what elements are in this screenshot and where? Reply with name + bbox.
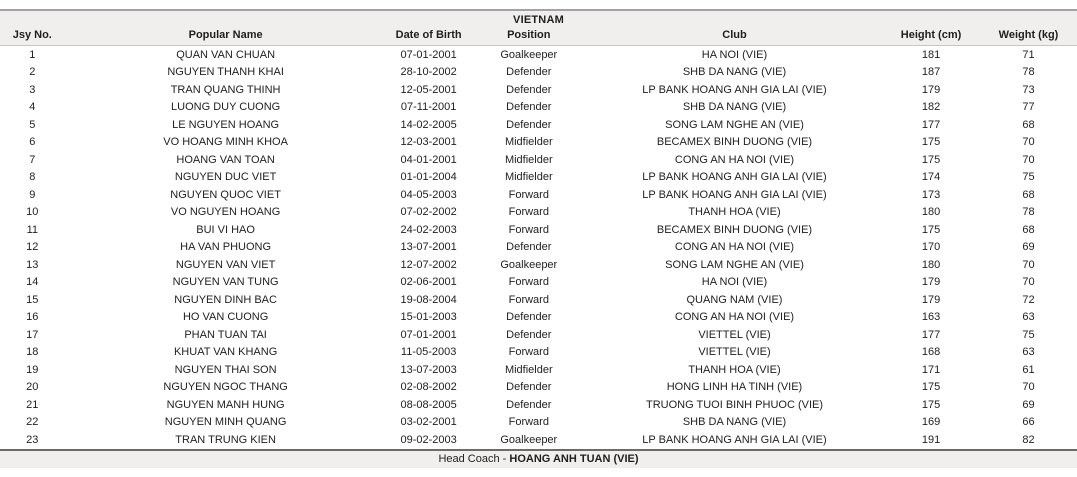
cell-height-cm: 175	[921, 381, 941, 394]
table-row	[0, 169, 1077, 187]
cell-jsy-no: 23	[26, 433, 39, 446]
cell-popular-name: HO VAN CUONG	[182, 311, 269, 324]
cell-club: CONG AN HA NOI (VIE)	[674, 153, 795, 166]
cell-position: Forward	[508, 206, 549, 219]
table-title-row	[0, 10, 1077, 27]
cell-jsy-no: 8	[29, 171, 36, 184]
cell-height-cm: 191	[921, 433, 941, 446]
team-title: VIETNAM	[0, 10, 1077, 27]
cell-popular-name: QUAN VAN CHUAN	[176, 48, 276, 61]
cell-club: LP BANK HOANG ANH GIA LAI (VIE)	[642, 83, 827, 96]
cell-position: Defender	[506, 118, 552, 131]
table-body	[0, 46, 1077, 450]
cell-height-cm: 180	[921, 206, 941, 219]
cell-position: Midfielder	[504, 136, 553, 149]
table-row	[0, 274, 1077, 292]
cell-weight-kg: 70	[1022, 381, 1035, 394]
cell-weight-kg: 70	[1022, 153, 1035, 166]
cell-height-cm: 171	[921, 363, 941, 376]
cell-popular-name: PHAN TUAN TAI	[184, 328, 267, 341]
table-row	[0, 151, 1077, 169]
cell-date-of-birth: 01-01-2004	[400, 171, 457, 184]
cell-date-of-birth: 11-05-2003	[400, 346, 457, 359]
cell-height-cm: 179	[921, 83, 941, 96]
table-row	[0, 204, 1077, 222]
cell-jsy-no: 3	[29, 83, 36, 96]
cell-popular-name: HOANG VAN TOAN	[176, 153, 275, 166]
cell-height-cm: 177	[921, 328, 941, 341]
cell-club: CONG AN HA NOI (VIE)	[674, 241, 795, 254]
cell-jsy-no: 12	[26, 241, 39, 254]
cell-club: SHB DA NANG (VIE)	[682, 416, 787, 429]
cell-position: Defender	[506, 328, 552, 341]
cell-jsy-no: 22	[26, 416, 39, 429]
column-header-club: Club	[587, 27, 882, 46]
cell-popular-name: NGUYEN THANH KHAI	[167, 66, 284, 79]
cell-height-cm: 170	[921, 241, 941, 254]
table-row	[0, 379, 1077, 397]
cell-popular-name: HA VAN PHUONG	[180, 241, 272, 254]
cell-popular-name: LUONG DUY CUONG	[171, 101, 281, 114]
cell-jsy-no: 16	[26, 311, 39, 324]
cell-jsy-no: 1	[29, 48, 36, 61]
cell-date-of-birth: 07-01-2001	[400, 328, 457, 341]
cell-height-cm: 180	[921, 258, 941, 271]
cell-height-cm: 187	[921, 66, 941, 79]
table-row	[0, 239, 1077, 257]
cell-club: THANH HOA (VIE)	[688, 363, 781, 376]
cell-position: Forward	[508, 293, 549, 306]
column-header-position: Position	[471, 27, 587, 46]
cell-date-of-birth: 13-07-2001	[400, 241, 457, 254]
cell-popular-name: NGUYEN VAN VIET	[175, 258, 276, 271]
cell-club: HA NOI (VIE)	[701, 276, 768, 289]
cell-jsy-no: 13	[26, 258, 39, 271]
head-coach-name: HOANG ANH TUAN (VIE)	[509, 453, 639, 465]
cell-jsy-no: 18	[26, 346, 39, 359]
cell-jsy-no: 14	[26, 276, 39, 289]
cell-club: SONG LAM NGHE AN (VIE)	[665, 258, 804, 271]
cell-date-of-birth: 09-02-2003	[400, 433, 457, 446]
cell-date-of-birth: 07-01-2001	[400, 48, 457, 61]
table-row	[0, 431, 1077, 450]
cell-club: BECAMEX BINH DUONG (VIE)	[656, 223, 813, 236]
cell-weight-kg: 68	[1022, 188, 1035, 201]
cell-weight-kg: 69	[1022, 398, 1035, 411]
cell-popular-name: LE NGUYEN HOANG	[172, 118, 280, 131]
cell-club: THANH HOA (VIE)	[688, 206, 781, 219]
cell-height-cm: 163	[921, 311, 941, 324]
cell-club: QUANG NAM (VIE)	[686, 293, 783, 306]
cell-weight-kg: 63	[1022, 311, 1035, 324]
cell-position: Forward	[508, 223, 549, 236]
cell-position: Forward	[508, 276, 549, 289]
table-row	[0, 116, 1077, 134]
cell-jsy-no: 7	[29, 153, 36, 166]
cell-position: Defender	[506, 311, 552, 324]
cell-popular-name: BUI VI HAO	[196, 223, 255, 236]
cell-position: Defender	[506, 66, 552, 79]
column-header-popular-name: Popular Name	[65, 27, 387, 46]
cell-height-cm: 177	[921, 118, 941, 131]
cell-height-cm: 179	[921, 276, 941, 289]
cell-weight-kg: 75	[1022, 171, 1035, 184]
table-row	[0, 81, 1077, 99]
cell-height-cm: 175	[921, 136, 941, 149]
cell-weight-kg: 70	[1022, 258, 1035, 271]
table-row	[0, 414, 1077, 432]
cell-position: Goalkeeper	[500, 258, 558, 271]
cell-weight-kg: 70	[1022, 276, 1035, 289]
cell-date-of-birth: 12-07-2002	[400, 258, 457, 271]
cell-popular-name: NGUYEN MANH HUNG	[166, 398, 285, 411]
table-row	[0, 256, 1077, 274]
cell-club: HONG LINH HA TINH (VIE)	[666, 381, 803, 394]
cell-position: Midfielder	[504, 171, 553, 184]
head-coach-label: Head Coach -	[438, 453, 510, 465]
cell-popular-name: NGUYEN DINH BAC	[174, 293, 277, 306]
cell-date-of-birth: 02-08-2002	[400, 381, 457, 394]
table-row	[0, 326, 1077, 344]
cell-jsy-no: 15	[26, 293, 39, 306]
cell-date-of-birth: 15-01-2003	[400, 311, 457, 324]
cell-date-of-birth: 07-11-2001	[400, 101, 457, 114]
cell-date-of-birth: 12-05-2001	[400, 83, 457, 96]
cell-club: VIETTEL (VIE)	[698, 328, 771, 341]
table-header-row	[0, 27, 1077, 46]
table-row	[0, 134, 1077, 152]
cell-position: Goalkeeper	[500, 433, 558, 446]
cell-weight-kg: 78	[1022, 66, 1035, 79]
cell-position: Defender	[506, 241, 552, 254]
column-header-height-cm: Height (cm)	[882, 27, 980, 46]
cell-club: LP BANK HOANG ANH GIA LAI (VIE)	[642, 188, 827, 201]
cell-weight-kg: 68	[1022, 118, 1035, 131]
cell-popular-name: KHUAT VAN KHANG	[173, 346, 278, 359]
cell-weight-kg: 71	[1022, 48, 1035, 61]
cell-weight-kg: 63	[1022, 346, 1035, 359]
table-row	[0, 396, 1077, 414]
team-roster-table	[0, 9, 1077, 468]
cell-weight-kg: 72	[1022, 293, 1035, 306]
cell-weight-kg: 73	[1022, 83, 1035, 96]
column-header-weight-kg: Weight (kg)	[980, 27, 1077, 46]
cell-position: Forward	[508, 346, 549, 359]
cell-weight-kg: 70	[1022, 136, 1035, 149]
cell-height-cm: 175	[921, 223, 941, 236]
cell-club: LP BANK HOANG ANH GIA LAI (VIE)	[642, 171, 827, 184]
cell-popular-name: VO HOANG MINH KHOA	[163, 136, 288, 149]
cell-weight-kg: 66	[1022, 416, 1035, 429]
cell-date-of-birth: 04-05-2003	[400, 188, 457, 201]
cell-date-of-birth: 04-01-2001	[400, 153, 457, 166]
cell-height-cm: 169	[921, 416, 941, 429]
cell-position: Midfielder	[504, 153, 553, 166]
cell-weight-kg: 61	[1022, 363, 1035, 376]
cell-weight-kg: 77	[1022, 101, 1035, 114]
cell-height-cm: 175	[921, 153, 941, 166]
cell-position: Defender	[506, 381, 552, 394]
cell-jsy-no: 4	[29, 101, 36, 114]
cell-club: SHB DA NANG (VIE)	[682, 101, 787, 114]
cell-popular-name: VO NGUYEN HOANG	[170, 206, 281, 219]
cell-jsy-no: 2	[29, 66, 36, 79]
cell-date-of-birth: 03-02-2001	[400, 416, 457, 429]
cell-jsy-no: 17	[26, 328, 39, 341]
cell-weight-kg: 82	[1022, 433, 1035, 446]
cell-popular-name: NGUYEN NGOC THANG	[163, 381, 288, 394]
cell-weight-kg: 75	[1022, 328, 1035, 341]
cell-weight-kg: 69	[1022, 241, 1035, 254]
cell-popular-name: TRAN QUANG THINH	[170, 83, 281, 96]
cell-club: TRUONG TUOI BINH PHUOC (VIE)	[645, 398, 823, 411]
cell-weight-kg: 68	[1022, 223, 1035, 236]
cell-height-cm: 173	[921, 188, 941, 201]
cell-popular-name: NGUYEN DUC VIET	[174, 171, 277, 184]
cell-date-of-birth: 02-06-2001	[400, 276, 457, 289]
cell-club: CONG AN HA NOI (VIE)	[674, 311, 795, 324]
cell-height-cm: 175	[921, 398, 941, 411]
cell-popular-name: NGUYEN QUOC VIET	[170, 188, 281, 201]
cell-jsy-no: 6	[29, 136, 36, 149]
table-row	[0, 344, 1077, 362]
cell-position: Defender	[506, 101, 552, 114]
cell-club: HA NOI (VIE)	[701, 48, 768, 61]
table-row	[0, 46, 1077, 64]
cell-club: SONG LAM NGHE AN (VIE)	[665, 118, 804, 131]
cell-club: LP BANK HOANG ANH GIA LAI (VIE)	[642, 433, 827, 446]
cell-club: SHB DA NANG (VIE)	[682, 66, 787, 79]
cell-jsy-no: 9	[29, 188, 36, 201]
cell-jsy-no: 20	[26, 381, 39, 394]
cell-date-of-birth: 28-10-2002	[400, 66, 457, 79]
cell-position: Forward	[508, 188, 549, 201]
cell-date-of-birth: 08-08-2005	[400, 398, 457, 411]
column-header-jsy-no: Jsy No.	[0, 27, 65, 46]
head-coach-row	[0, 450, 1077, 468]
head-coach-cell	[0, 450, 1077, 468]
cell-jsy-no: 11	[26, 223, 39, 236]
cell-position: Midfielder	[504, 363, 553, 376]
table-row	[0, 186, 1077, 204]
cell-jsy-no: 21	[26, 398, 39, 411]
cell-popular-name: NGUYEN THAI SON	[174, 363, 277, 376]
cell-date-of-birth: 14-02-2005	[400, 118, 457, 131]
cell-position: Goalkeeper	[500, 48, 558, 61]
cell-date-of-birth: 24-02-2003	[400, 223, 457, 236]
cell-height-cm: 182	[921, 101, 941, 114]
cell-position: Forward	[508, 416, 549, 429]
table-row	[0, 99, 1077, 117]
cell-popular-name: TRAN TRUNG KIEN	[175, 433, 276, 446]
cell-popular-name: NGUYEN VAN TUNG	[172, 276, 279, 289]
cell-popular-name: NGUYEN MINH QUANG	[164, 416, 287, 429]
cell-jsy-no: 5	[29, 118, 36, 131]
cell-height-cm: 168	[921, 346, 941, 359]
cell-date-of-birth: 07-02-2002	[400, 206, 457, 219]
cell-weight-kg: 78	[1022, 206, 1035, 219]
cell-date-of-birth: 13-07-2003	[400, 363, 457, 376]
cell-height-cm: 174	[921, 171, 941, 184]
table-row	[0, 221, 1077, 239]
table-row	[0, 64, 1077, 82]
cell-jsy-no: 19	[26, 363, 39, 376]
table-row	[0, 291, 1077, 309]
cell-club: BECAMEX BINH DUONG (VIE)	[656, 136, 813, 149]
column-header-date-of-birth: Date of Birth	[387, 27, 471, 46]
cell-height-cm: 181	[921, 48, 941, 61]
cell-date-of-birth: 12-03-2001	[400, 136, 457, 149]
cell-date-of-birth: 19-08-2004	[400, 293, 457, 306]
cell-position: Defender	[506, 398, 552, 411]
table-row	[0, 309, 1077, 327]
cell-position: Defender	[506, 83, 552, 96]
table-row	[0, 361, 1077, 379]
cell-club: VIETTEL (VIE)	[698, 346, 771, 359]
cell-jsy-no: 10	[26, 206, 39, 219]
cell-height-cm: 179	[921, 293, 941, 306]
